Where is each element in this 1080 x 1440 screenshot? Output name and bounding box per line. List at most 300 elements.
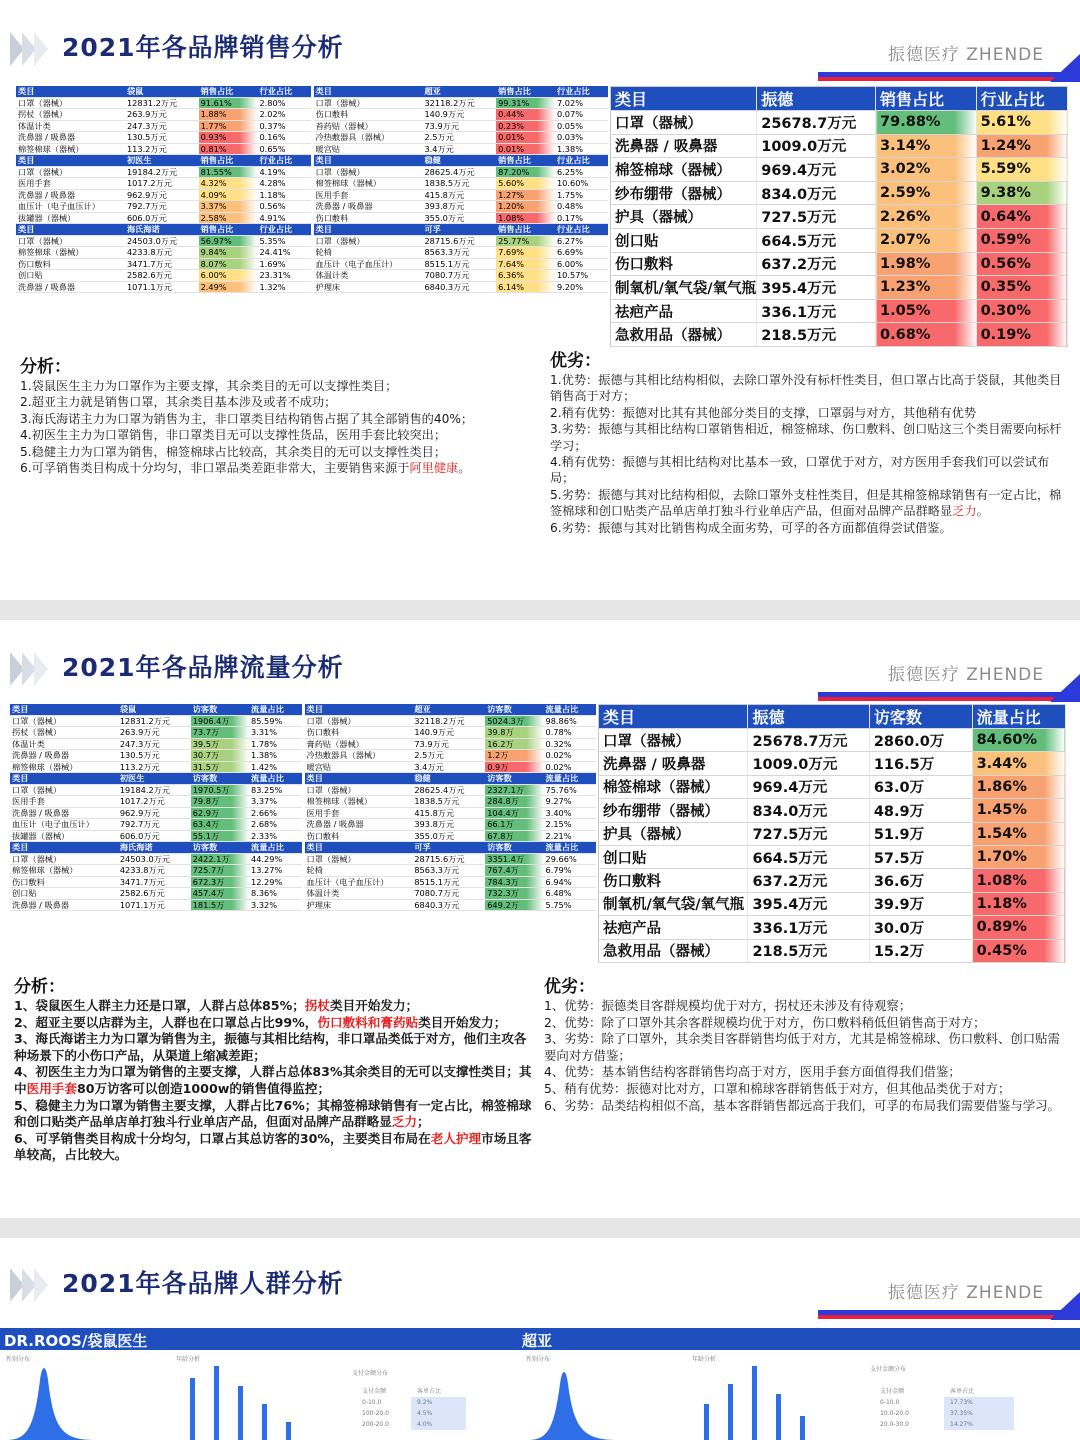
table-cell: 31.5万 xyxy=(191,761,249,773)
table-cell: 1.98% xyxy=(876,252,977,276)
table-cell: 28715.6万元 xyxy=(422,235,496,247)
table-cell: 4233.8万元 xyxy=(125,247,199,259)
chevron-decoration xyxy=(10,652,58,686)
table-header: 访客数 xyxy=(869,705,972,729)
table-cell: 393.8万元 xyxy=(422,201,496,213)
table-cell: 0.07% xyxy=(555,109,608,121)
table-cell: 834.0万元 xyxy=(748,799,869,822)
table-cell: 血压计（电子血压计） xyxy=(314,258,423,270)
table-cell: 73.9万元 xyxy=(422,120,496,132)
table-cell: 10.0-20.0 xyxy=(880,1410,909,1417)
table-cell: 1.20% xyxy=(496,201,555,213)
analysis-heading: 分析： xyxy=(14,977,65,997)
table-cell: 1071.1万元 xyxy=(125,281,199,293)
table-header: 稳健 xyxy=(422,155,496,166)
table-cell: 0.56% xyxy=(257,201,310,213)
table-cell: 伤口敷料 xyxy=(16,258,125,270)
table-cell: 洗鼻器 / 吸鼻器 xyxy=(10,750,118,762)
table-cell: 4.5% xyxy=(411,1408,466,1419)
brand-table xyxy=(16,155,311,224)
brand-header-bar xyxy=(0,1328,1080,1350)
table-row xyxy=(10,876,302,888)
table-cell: 393.8万元 xyxy=(412,819,485,831)
table-row xyxy=(16,212,311,224)
brand-table xyxy=(314,224,609,293)
table-cell: 39.9万 xyxy=(869,892,972,915)
traffic-slide xyxy=(0,620,1080,1218)
table-cell: 洗鼻器 / 吸鼻器 xyxy=(599,752,748,775)
table-cell: 0.45% xyxy=(972,939,1065,962)
table-cell: 1009.0万元 xyxy=(757,134,876,158)
brand-left-label: DR.ROOS/袋鼠医生 xyxy=(4,1332,148,1350)
brand-table xyxy=(10,773,302,842)
table-cell: 9.20% xyxy=(555,281,608,293)
table-cell: 2.59% xyxy=(876,181,977,205)
table-cell: 棉签棉球（器械） xyxy=(10,761,118,773)
table-row xyxy=(314,109,609,121)
table-cell: 10.57% xyxy=(555,270,608,282)
table-cell: 棉签棉球（器械） xyxy=(599,775,748,798)
analysis-line: 5、稳健主力为口罩为销售主要支撑，人群占比76%；其棉签棉球销售有一定占比，棉签棉球和创口贴类产品单店单打独斗行业单店产品，但面对品牌产品群略显乏力； xyxy=(14,1097,532,1130)
table-cell: 79.8万 xyxy=(191,796,249,808)
table-cell: 3471.7万元 xyxy=(118,876,191,888)
table-cell: 血压计（电子血压计） xyxy=(10,819,118,831)
table-cell: 伤口敷料 xyxy=(599,869,748,892)
pay-table-right xyxy=(874,1384,1014,1430)
table-cell: 0.16% xyxy=(257,132,310,144)
table-row xyxy=(314,258,609,270)
table-cell: 0.17% xyxy=(555,212,608,224)
brand-sales-tables xyxy=(16,86,608,293)
table-row xyxy=(16,132,311,144)
header-stripe xyxy=(818,692,1080,702)
table-cell: 创口贴 xyxy=(16,270,125,282)
table-header: 类目 xyxy=(305,773,413,784)
table-header: 海氏海诺 xyxy=(125,224,199,235)
table-cell: 28625.4万元 xyxy=(422,166,496,178)
table-header: 类目 xyxy=(611,87,757,111)
table-row xyxy=(314,201,609,213)
table-header: 类目 xyxy=(314,155,423,166)
table-cell: 32118.2万元 xyxy=(422,97,496,109)
table-cell: 急救用品（器械） xyxy=(611,323,757,347)
table-row xyxy=(599,869,1066,892)
table-cell: 218.5万元 xyxy=(748,939,869,962)
table-cell: 1071.1万元 xyxy=(118,899,191,911)
table-cell: 140.9万元 xyxy=(422,109,496,121)
table-cell: 28715.6万元 xyxy=(412,853,485,865)
table-cell: 1.86% xyxy=(972,775,1065,798)
table-row xyxy=(611,111,1068,135)
table-cell: 20.0-30.0 xyxy=(880,1421,909,1428)
table-cell: 0.02% xyxy=(544,761,596,773)
table-cell: 664.5万元 xyxy=(748,845,869,868)
table-cell: 2.07% xyxy=(876,228,977,252)
table-row xyxy=(599,775,1066,798)
table-cell: 4233.8万元 xyxy=(118,865,191,877)
table-cell: 3.14% xyxy=(876,134,977,158)
brand-traffic-tables xyxy=(10,704,596,911)
table-cell: 263.9万元 xyxy=(125,109,199,121)
table-cell: 200-20.0 xyxy=(362,1421,389,1428)
table-row xyxy=(599,916,1066,939)
table-cell: 0.03% xyxy=(555,132,608,144)
table-row xyxy=(16,281,311,293)
table-cell: 606.0万元 xyxy=(118,830,191,842)
table-cell: 19184.2万元 xyxy=(125,166,199,178)
chevron-decoration xyxy=(10,32,58,66)
table-row xyxy=(16,201,311,213)
table-cell: 伤口敷料 xyxy=(10,876,118,888)
table-header: 客单占比 xyxy=(417,1388,442,1395)
table-row xyxy=(314,143,609,155)
table-cell: 1.70% xyxy=(972,845,1065,868)
analysis-block xyxy=(20,352,540,476)
table-cell: 2582.6万元 xyxy=(125,270,199,282)
crowd-slide xyxy=(0,1238,1080,1440)
table-header: 访客数 xyxy=(191,842,249,853)
table-header: 类目 xyxy=(305,704,413,715)
table-cell: 口罩（器械） xyxy=(10,853,118,865)
table-row xyxy=(599,822,1066,845)
table-cell: 25678.7万元 xyxy=(757,111,876,135)
table-row xyxy=(16,189,311,201)
table-cell: 口罩（器械） xyxy=(305,784,413,796)
table-cell: 1017.2万元 xyxy=(118,796,191,808)
pros-line: 2、优势：除了口罩外其余客群规模均优于对方，伤口敷料稍低但销售高于对方； xyxy=(544,1014,986,1030)
table-header: 销售占比 xyxy=(876,87,977,111)
table-row xyxy=(305,899,597,911)
table-row xyxy=(314,166,609,178)
table-cell: 91.61% xyxy=(199,97,258,109)
table-row xyxy=(314,120,609,132)
table-cell: 6840.3万元 xyxy=(412,899,485,911)
analysis-heading: 分析： xyxy=(20,357,71,377)
chevron-decoration xyxy=(10,1268,58,1302)
pros-line: 2.稍有优势：振德对比其有其他部分类目的支撑，口罩弱与对方，其他稍有优势 xyxy=(550,405,977,420)
table-row xyxy=(10,899,302,911)
table-row xyxy=(611,252,1068,276)
table-cell: 棉签棉球（器械） xyxy=(305,796,413,808)
pros-line: 6、劣势：品类结构相似不高，基本客群销售都远高于我们，可孚的布局我们需要借鉴与学习。 xyxy=(544,1097,1060,1113)
table-cell: 伤口敷料 xyxy=(314,212,423,224)
table-cell: 104.4万 xyxy=(485,807,543,819)
table-row xyxy=(10,750,302,762)
table-header: 流量占比 xyxy=(249,773,301,784)
table-cell: 冷热敷器具（器械） xyxy=(305,750,413,762)
table-cell: 冷热敷器具（器械） xyxy=(314,132,423,144)
table-cell: 伤口敷料 xyxy=(314,109,423,121)
table-cell: 口罩（器械） xyxy=(305,715,413,727)
table-row xyxy=(305,784,597,796)
table-row xyxy=(611,276,1068,300)
table-cell: 962.9万元 xyxy=(125,189,199,201)
age-bar xyxy=(704,1404,709,1440)
table-cell: 6.00% xyxy=(555,258,608,270)
table-cell: 口罩（器械） xyxy=(314,97,423,109)
table-header: 访客数 xyxy=(485,842,543,853)
table-cell: 0.05% xyxy=(555,120,608,132)
table-cell: 79.88% xyxy=(876,111,977,135)
table-cell: 血压计（电子血压计） xyxy=(16,201,125,213)
table-cell: 1.05% xyxy=(876,299,977,323)
table-cell: 637.2万元 xyxy=(748,869,869,892)
table-header: 振德 xyxy=(757,87,876,111)
table-cell: 1.27% xyxy=(496,189,555,201)
table-cell: 457.4万 xyxy=(191,888,249,900)
table-cell: 洗鼻器 / 吸鼻器 xyxy=(16,189,125,201)
table-cell: 1.32% xyxy=(257,281,310,293)
table-header: 行业占比 xyxy=(257,86,310,97)
table-row xyxy=(356,1397,466,1408)
table-cell: 拔罐器（器械） xyxy=(16,212,125,224)
traffic-pros-block xyxy=(544,972,1070,1114)
age-bar xyxy=(728,1384,733,1440)
table-header: 类目 xyxy=(305,842,413,853)
table-row xyxy=(10,853,302,865)
table-cell: 护理床 xyxy=(314,281,423,293)
table-cell: 140.9万元 xyxy=(412,727,485,739)
table-cell: 732.3万 xyxy=(485,888,543,900)
table-cell: 100-20.0 xyxy=(362,1410,389,1417)
table-cell: 洗鼻器 / 吸鼻器 xyxy=(611,134,757,158)
table-cell: 1.18% xyxy=(972,892,1065,915)
table-row xyxy=(611,205,1068,229)
table-cell: 1.77% xyxy=(199,120,258,132)
header-stripe xyxy=(818,72,1080,82)
table-cell: 6.27% xyxy=(555,235,608,247)
pros-line: 3、劣势：除了口罩外，其余类目客群销售均低于对方，尤其是棉签棉球、伤口敷料、创口贴需要向对方借鉴； xyxy=(544,1031,1060,1063)
pay-table-left xyxy=(356,1384,466,1430)
analysis-line: 6、可孚销售类目构成十分均匀，口罩占其总访客的30%，主要类目布局在老人护理市场且客单较高，占比较大。 xyxy=(14,1130,532,1163)
table-header: 访客数 xyxy=(191,704,249,715)
table-row xyxy=(10,796,302,808)
table-cell: 284.8万 xyxy=(485,796,543,808)
table-cell: 口罩（器械） xyxy=(314,235,423,247)
table-cell: 祛疤产品 xyxy=(599,916,748,939)
table-cell: 181.5万 xyxy=(191,899,249,911)
table-row xyxy=(10,807,302,819)
table-cell: 247.3万元 xyxy=(125,120,199,132)
table-row xyxy=(305,876,597,888)
table-cell: 2.21% xyxy=(544,830,596,842)
brand-table xyxy=(10,842,302,911)
age-bar xyxy=(752,1366,757,1440)
table-cell: 792.7万元 xyxy=(118,819,191,831)
table-cell: 727.5万元 xyxy=(757,205,876,229)
table-cell: 6.79% xyxy=(544,865,596,877)
table-header: 可孚 xyxy=(412,842,485,853)
table-header: 类目 xyxy=(10,704,118,715)
table-header: 流量占比 xyxy=(249,704,301,715)
table-cell: 棉签棉球（器械） xyxy=(16,143,125,155)
table-cell: 767.4万 xyxy=(485,865,543,877)
table-cell: 纱布绷带（器械） xyxy=(599,799,748,822)
table-cell: 113.2万元 xyxy=(125,143,199,155)
table-row xyxy=(314,212,609,224)
table-header: 行业占比 xyxy=(555,224,608,235)
analysis-line: 6.可孚销售类目构成十分均匀，非口罩品类差距非常大，主要销售来源于阿里健康。 xyxy=(20,461,471,476)
table-cell: 56.97% xyxy=(199,235,258,247)
table-cell: 纱布绷带（器械） xyxy=(611,181,757,205)
table-cell: 969.4万元 xyxy=(748,775,869,798)
table-cell: 3.4万元 xyxy=(422,143,496,155)
table-cell: 130.5万元 xyxy=(125,132,199,144)
table-cell: 2.26% xyxy=(876,205,977,229)
pros-line: 5、稍有优势：振德对比对方，口罩和棉球客群销售低于对方，但其他品类优于对方； xyxy=(544,1080,1011,1096)
table-cell: 1.38% xyxy=(249,750,301,762)
table-cell: 2.33% xyxy=(249,830,301,842)
table-cell: 6.14% xyxy=(496,281,555,293)
table-cell: 62.9万 xyxy=(191,807,249,819)
table-header: 类目 xyxy=(16,86,125,97)
table-header: 类目 xyxy=(10,773,118,784)
brand-table xyxy=(16,224,311,293)
table-cell: 体温计类 xyxy=(10,738,118,750)
brand-table xyxy=(16,86,311,155)
table-cell: 暖宫贴 xyxy=(305,761,413,773)
table-cell: 创口贴 xyxy=(10,888,118,900)
table-header: 超亚 xyxy=(412,704,485,715)
table-cell: 5.59% xyxy=(976,158,1067,182)
table-cell: 护具（器械） xyxy=(611,205,757,229)
table-cell: 30.7万 xyxy=(191,750,249,762)
table-cell: 3.31% xyxy=(249,727,301,739)
table-header: 类目 xyxy=(599,705,748,729)
table-cell: 12.29% xyxy=(249,876,301,888)
table-header: 行业占比 xyxy=(555,155,608,166)
table-header: 可孚 xyxy=(422,224,496,235)
table-cell: 1.45% xyxy=(972,799,1065,822)
table-row xyxy=(305,807,597,819)
table-cell: 口罩（器械） xyxy=(16,235,125,247)
table-cell: 29.66% xyxy=(544,853,596,865)
table-row xyxy=(305,738,597,750)
table-header: 销售占比 xyxy=(199,224,258,235)
table-cell: 1.42% xyxy=(249,761,301,773)
table-row xyxy=(305,830,597,842)
table-row xyxy=(599,845,1066,868)
table-cell: 5024.3万 xyxy=(485,715,543,727)
table-cell: 73.7万 xyxy=(191,727,249,739)
table-cell: 创口贴 xyxy=(599,845,748,868)
table-cell: 15.2万 xyxy=(869,939,972,962)
table-cell: 洗鼻器 / 吸鼻器 xyxy=(305,819,413,831)
table-cell: 7.02% xyxy=(555,97,608,109)
brand-table xyxy=(305,842,597,911)
table-row xyxy=(611,299,1068,323)
age-label: 年龄分析 xyxy=(176,1356,201,1363)
table-cell: 5.75% xyxy=(544,899,596,911)
table-cell: 洗鼻器 / 吸鼻器 xyxy=(10,807,118,819)
table-cell: 130.5万元 xyxy=(118,750,191,762)
table-row xyxy=(16,270,311,282)
table-cell: 25678.7万元 xyxy=(748,729,869,752)
table-cell: 洗鼻器 / 吸鼻器 xyxy=(16,132,125,144)
pros-heading: 优劣： xyxy=(550,351,601,371)
table-header: 行业占比 xyxy=(257,155,310,166)
table-cell: 1.23% xyxy=(876,276,977,300)
table-cell: 0.56% xyxy=(976,252,1067,276)
pay-label: 支付金额分布 xyxy=(870,1366,907,1373)
table-cell: 0.81% xyxy=(199,143,258,155)
table-cell: 0.37% xyxy=(257,120,310,132)
table-header: 支付金额 xyxy=(362,1388,387,1395)
sales-slide xyxy=(0,0,1080,600)
table-header: 访客数 xyxy=(191,773,249,784)
table-header: 行业占比 xyxy=(257,224,310,235)
table-row xyxy=(314,270,609,282)
table-row xyxy=(305,865,597,877)
table-cell: 12831.2万元 xyxy=(118,715,191,727)
table-cell: 伤口敷料 xyxy=(305,727,413,739)
table-cell: 膏药贴（器械） xyxy=(305,738,413,750)
table-cell: 2422.1万 xyxy=(191,853,249,865)
table-header: 袋鼠 xyxy=(118,704,191,715)
age-bar xyxy=(238,1386,243,1440)
table-cell: 30.0万 xyxy=(869,916,972,939)
table-cell: 99.31% xyxy=(496,97,555,109)
table-cell: 1.38% xyxy=(555,143,608,155)
table-cell: 355.0万元 xyxy=(422,212,496,224)
table-cell: 606.0万元 xyxy=(125,212,199,224)
table-row xyxy=(16,178,311,190)
table-header: 类目 xyxy=(10,842,118,853)
table-cell: 81.55% xyxy=(199,166,258,178)
table-cell: 拐杖（器械） xyxy=(10,727,118,739)
table-row xyxy=(599,729,1066,752)
table-cell: 棉签棉球（器械） xyxy=(10,865,118,877)
table-row xyxy=(10,830,302,842)
table-cell: 1838.5万元 xyxy=(412,796,485,808)
pros-cons-block xyxy=(550,346,1070,536)
table-cell: 4.32% xyxy=(199,178,258,190)
pros-line: 3.劣势：振德与其相比结构口罩销售相近，棉签棉球、伤口敷料、创口贴这三个类目需要向标杆学习； xyxy=(550,422,1062,453)
table-row xyxy=(314,132,609,144)
table-cell: 5.60% xyxy=(496,178,555,190)
table-cell: 0.32% xyxy=(544,738,596,750)
table-header: 流量占比 xyxy=(544,842,596,853)
table-cell: 24.41% xyxy=(257,247,310,259)
zhende-logo: 振德医疗 ZHENDE xyxy=(887,665,1044,685)
table-cell: 口罩（器械） xyxy=(16,97,125,109)
analysis-line: 1、袋鼠医生人群主力还是口罩，人群占总体85%；拐杖类目开始发力； xyxy=(14,998,419,1013)
table-cell: 口罩（器械） xyxy=(305,853,413,865)
table-cell: 63.0万 xyxy=(869,775,972,798)
table-header: 初医生 xyxy=(125,155,199,166)
table-cell: 13.27% xyxy=(249,865,301,877)
table-cell: 医用手套 xyxy=(314,189,423,201)
table-cell: 2.5万元 xyxy=(412,750,485,762)
table-row xyxy=(356,1419,466,1430)
traffic-analysis-block xyxy=(14,972,534,1164)
table-row xyxy=(314,97,609,109)
table-cell: 48.9万 xyxy=(869,799,972,822)
table-cell: 336.1万元 xyxy=(757,299,876,323)
table-cell: 暖宫贴 xyxy=(314,143,423,155)
table-cell: 苔药贴（器械） xyxy=(314,120,423,132)
table-row xyxy=(305,819,597,831)
table-row xyxy=(16,235,311,247)
table-cell: 6.48% xyxy=(544,888,596,900)
table-cell: 24503.0万元 xyxy=(125,235,199,247)
table-cell: 8563.3万元 xyxy=(412,865,485,877)
zhende-logo: 振德医疗 ZHENDE xyxy=(887,45,1044,65)
table-cell: 725.7万 xyxy=(191,865,249,877)
table-cell: 0-10.0 xyxy=(362,1399,382,1406)
table-cell: 5.61% xyxy=(976,111,1067,135)
table-cell: 3.44% xyxy=(972,752,1065,775)
